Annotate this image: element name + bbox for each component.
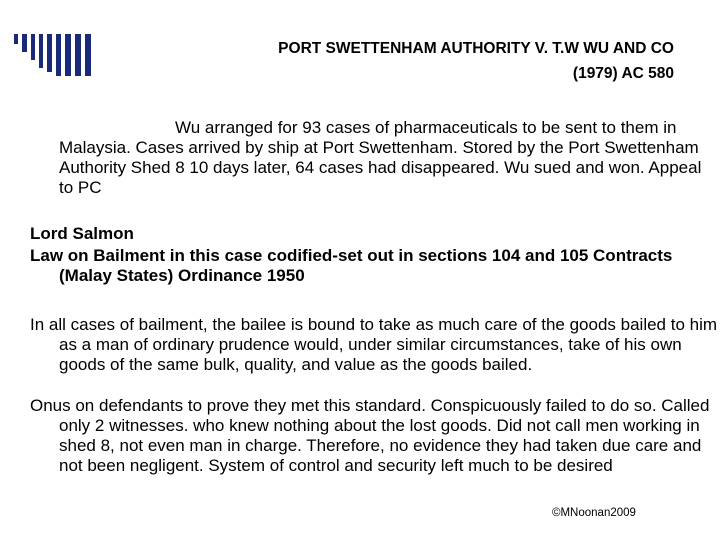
title-line-1: PORT SWETTENHAM AUTHORITY V. T.W WU AND CO [278, 40, 674, 57]
rule-paragraph: In all cases of bailment, the bailee is bound to take as much care of the goods bailed to him as a man of ordinary prudence would, under similar circumstances, take of his own goods of the same bulk, quality, and value as the goods bailed. [30, 315, 718, 374]
decor-bar [14, 34, 18, 44]
decor-bar [39, 34, 43, 68]
copyright-notice: ©MNoonan2009 [552, 507, 636, 519]
law-paragraph: Law on Bailment in this case codified-set out in sections 104 and 105 Contracts (Malay States) Ordinance 1950 [30, 246, 673, 285]
decor-bar [56, 34, 61, 76]
decor-bar [75, 34, 81, 76]
decor-bar [65, 34, 71, 76]
onus-paragraph: Onus on defendants to prove they met this standard. Conspicuously failed to do so. Called only 2 witnesses. who knew nothing about the lost goods. Did not call men working in shed 8, not even man in charge. Therefore, no evidence they had taken due care and not been negligent. System of control and security left much to be desired [30, 396, 710, 475]
decor-bar [47, 34, 52, 72]
title-line-2: (1979) AC 580 [572, 65, 674, 82]
decor-bar [31, 34, 35, 60]
decor-bar [85, 34, 91, 76]
judge-name: Lord Salmon [30, 224, 134, 243]
decor-bar [22, 34, 27, 52]
facts-paragraph: Wu arranged for 93 cases of pharmaceuticals to be sent to them in Malaysia. Cases arrived by ship at Port Swettenham. Stored by the Port Swettenham Authority Shed 8 10 days later, 64 cases had disappeared. Wu sued and won. Appeal to PC [59, 118, 702, 197]
